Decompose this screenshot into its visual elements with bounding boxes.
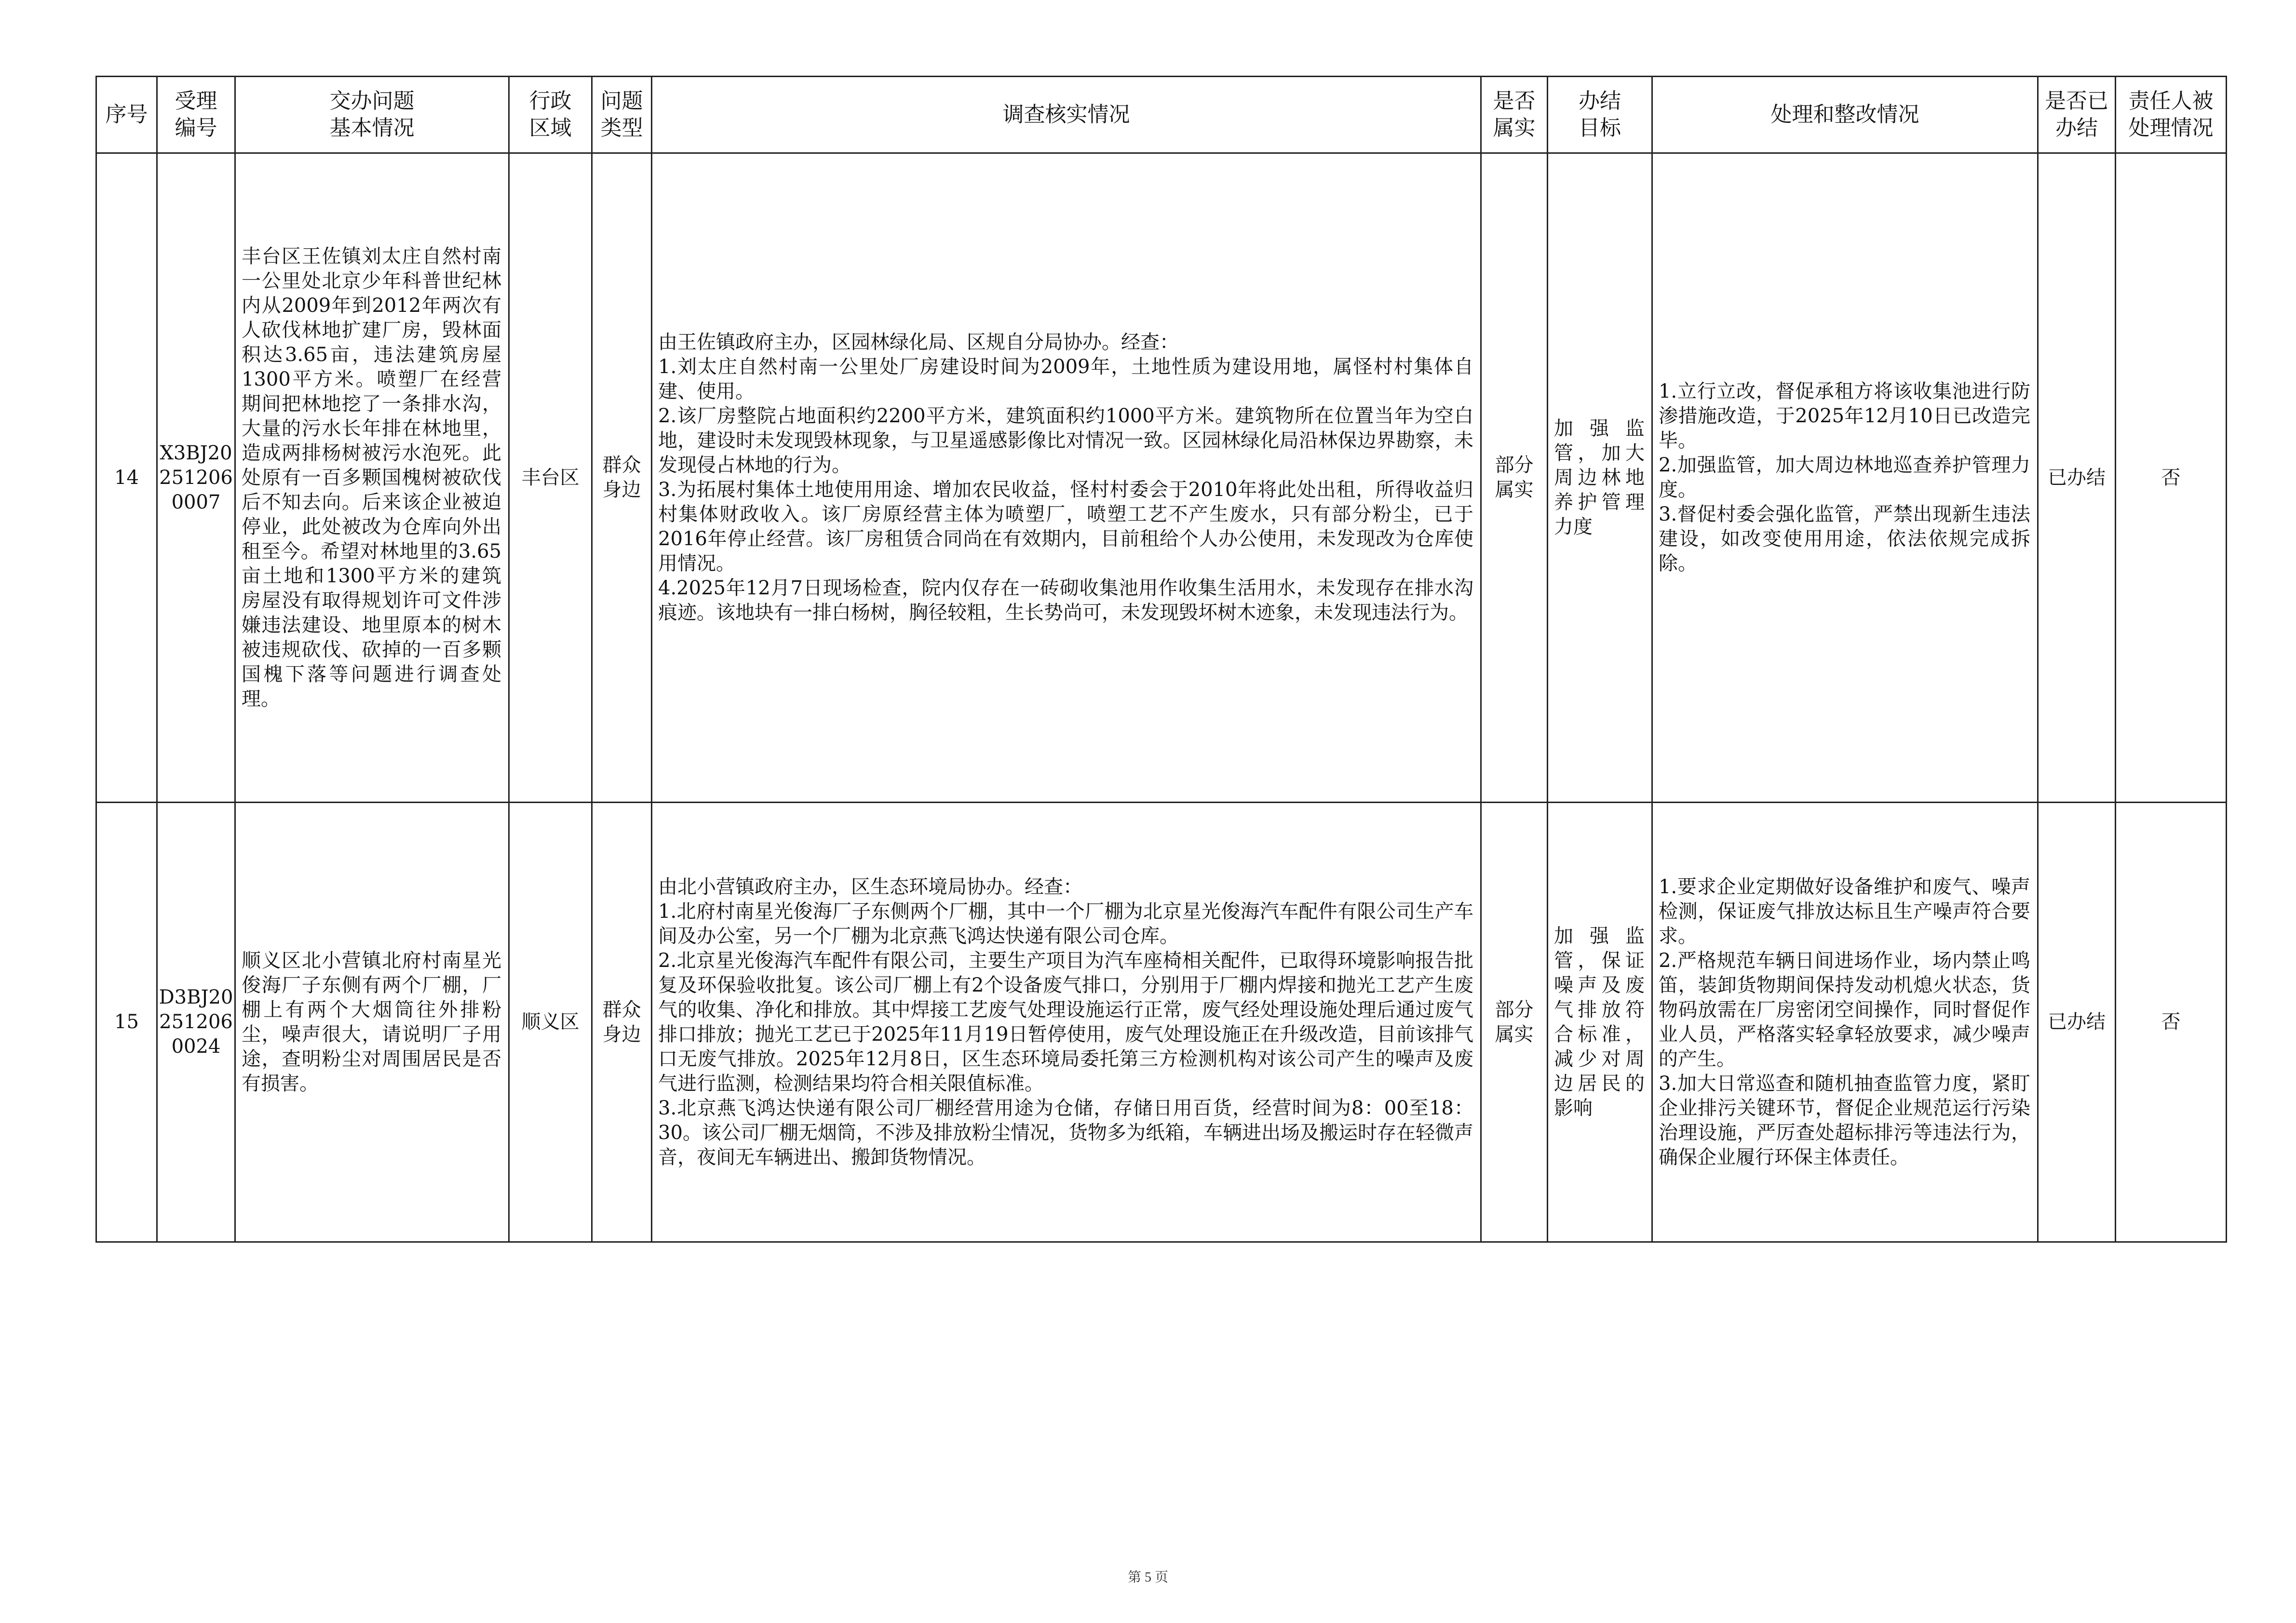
goal-cell: 加强监管，保证噪声及废气排放符合标准，减少对周边居民的影响 bbox=[1548, 803, 1652, 1242]
header-row bbox=[96, 77, 2227, 153]
table-row bbox=[96, 803, 2227, 1242]
closed-cell: 已办结 bbox=[2038, 153, 2116, 803]
district-cell: 顺义区 bbox=[509, 803, 592, 1242]
header-investigation: 调查核实情况 bbox=[652, 77, 1481, 153]
table-row bbox=[96, 153, 2227, 803]
issue-cell: 顺义区北小营镇北府村南星光俊海厂子东侧有两个厂棚，厂棚上有两个大烟筒往外排粉尘，噪声很大，请说明厂子用途，查明粉尘对周围居民是否有损害。 bbox=[235, 803, 509, 1242]
header-goal: 办结 目标 bbox=[1548, 77, 1652, 153]
header-type: 问题 类型 bbox=[592, 77, 652, 153]
complaint-table bbox=[95, 76, 2227, 1243]
header-verified: 是否 属实 bbox=[1481, 77, 1548, 153]
accountability-cell: 否 bbox=[2116, 153, 2227, 803]
handling-cell: 1.立行立改，督促承租方将该收集池进行防渗措施改造，于2025年12月10日已改造完毕。 2.加强监管，加大周边林地巡查养护管理力度。 3.督促村委会强化监管，严禁出现新生违法建设，如改变使用用途，依法依规完成拆除。 bbox=[1652, 153, 2038, 803]
page-number: 第 5 页 bbox=[1127, 1570, 1168, 1585]
verified-cell: 部分 属实 bbox=[1481, 153, 1548, 803]
goal-cell: 加强监管，加大周边林地养护管理力度 bbox=[1548, 153, 1652, 803]
header-closed: 是否已 办结 bbox=[2038, 77, 2116, 153]
header-issue: 交办问题 基本情况 bbox=[235, 77, 509, 153]
closed-cell: 已办结 bbox=[2038, 803, 2116, 1242]
issue-cell: 丰台区王佐镇刘太庄自然村南一公里处北京少年科普世纪林内从2009年到2012年两次有人砍伐林地扩建厂房，毁林面积达3.65亩，违法建筑房屋1300平方米。喷塑厂在经营期间把林地挖了一条排水沟，大量的污水长年排在林地里，造成两排杨树被污水泡死。此处原有一百多颗国槐树被砍伐后不知去向。后来该企业被迫停业，此处被改为仓库向外出租至今。希望对林地里的3.65亩土地和1300平方米的建筑房屋没有取得规划许可文件涉嫌违法建设、地里原本的树木被违规砍伐、砍掉的一百多颗国槐下落等问题进行调查处理。 bbox=[235, 153, 509, 803]
verified-cell: 部分 属实 bbox=[1481, 803, 1548, 1242]
header-district: 行政 区域 bbox=[509, 77, 592, 153]
header-seq: 序号 bbox=[96, 77, 157, 153]
accountability-cell: 否 bbox=[2116, 803, 2227, 1242]
accept-no-cell: D3BJ20 251206 0024 bbox=[157, 803, 235, 1242]
seq-cell: 14 bbox=[96, 153, 157, 803]
investigation-cell: 由北小营镇政府主办，区生态环境局协办。经查： 1.北府村南星光俊海厂子东侧两个厂棚，其中一个厂棚为北京星光俊海汽车配件有限公司生产车间及办公室，另一个厂棚为北京燕飞鸿达快递有限公司仓库。 2.北京星光俊海汽车配件有限公司，主要生产项目为汽车座椅相关配件，已取得环境影响报告批复及环保验收批复。该公司厂棚上有2个设备废气排口，分别用于厂棚内焊接和抛光工艺产生废气的收集、净化和排放。其中焊接工艺废气处理设施运行正常，废气经处理设施处理后通过废气排口排放；抛光工艺已于2025年11月19日暂停使用，废气处理设施正在升级改造，目前该排气口无废气排放。2025年12月8日，区生态环境局委托第三方检测机构对该公司产生的噪声及废气进行监测，检测结果均符合相关限值标准。 3.北京燕飞鸿达快递有限公司厂棚经营用途为仓储，存储日用百货，经营时间为8：00至18：30。该公司厂棚无烟筒，不涉及排放粉尘情况，货物多为纸箱，车辆进出场及搬运时存在轻微声音，夜间无车辆进出、搬卸货物情况。 bbox=[652, 803, 1481, 1242]
header-accept-no: 受理 编号 bbox=[157, 77, 235, 153]
district-cell: 丰台区 bbox=[509, 153, 592, 803]
type-cell: 群众 身边 bbox=[592, 803, 652, 1242]
header-accountability: 责任人被 处理情况 bbox=[2116, 77, 2227, 153]
handling-cell: 1.要求企业定期做好设备维护和废气、噪声检测，保证废气排放达标且生产噪声符合要求。 2.严格规范车辆日间进场作业，场内禁止鸣笛，装卸货物期间保持发动机熄火状态，货物码放需在厂房密闭空间操作，同时督促作业人员，严格落实轻拿轻放要求，减少噪声的产生。 3.加大日常巡查和随机抽查监管力度，紧盯企业排污关键环节，督促企业规范运行污染治理设施，严厉查处超标排污等违法行为，确保企业履行环保主体责任。 bbox=[1652, 803, 2038, 1242]
investigation-cell: 由王佐镇政府主办，区园林绿化局、区规自分局协办。经查： 1.刘太庄自然村南一公里处厂房建设时间为2009年，土地性质为建设用地，属怪村村集体自建、使用。 2.该厂房整院占地面积约2200平方米，建筑面积约1000平方米。建筑物所在位置当年为空白地，建设时未发现毁林现象，与卫星遥感影像比对情况一致。区园林绿化局沿林保边界勘察，未发现侵占林地的行为。 3.为拓展村集体土地使用用途、增加农民收益，怪村村委会于2010年将此处出租，所得收益归村集体财政收入。该厂房原经营主体为喷塑厂，喷塑工艺不产生废水，只有部分粉尘，已于2016年停止经营。该厂房租赁合同尚在有效期内，目前租给个人办公使用，未发现改为仓库使用情况。 4.2025年12月7日现场检查，院内仅存在一砖砌收集池用作收集生活用水，未发现存在排水沟痕迹。该地块有一排白杨树，胸径较粗，生长势尚可，未发现毁坏树木迹象，未发现违法行为。 bbox=[652, 153, 1481, 803]
header-handling: 处理和整改情况 bbox=[1652, 77, 2038, 153]
seq-cell: 15 bbox=[96, 803, 157, 1242]
type-cell: 群众 身边 bbox=[592, 153, 652, 803]
accept-no-cell: X3BJ20 251206 0007 bbox=[157, 153, 235, 803]
